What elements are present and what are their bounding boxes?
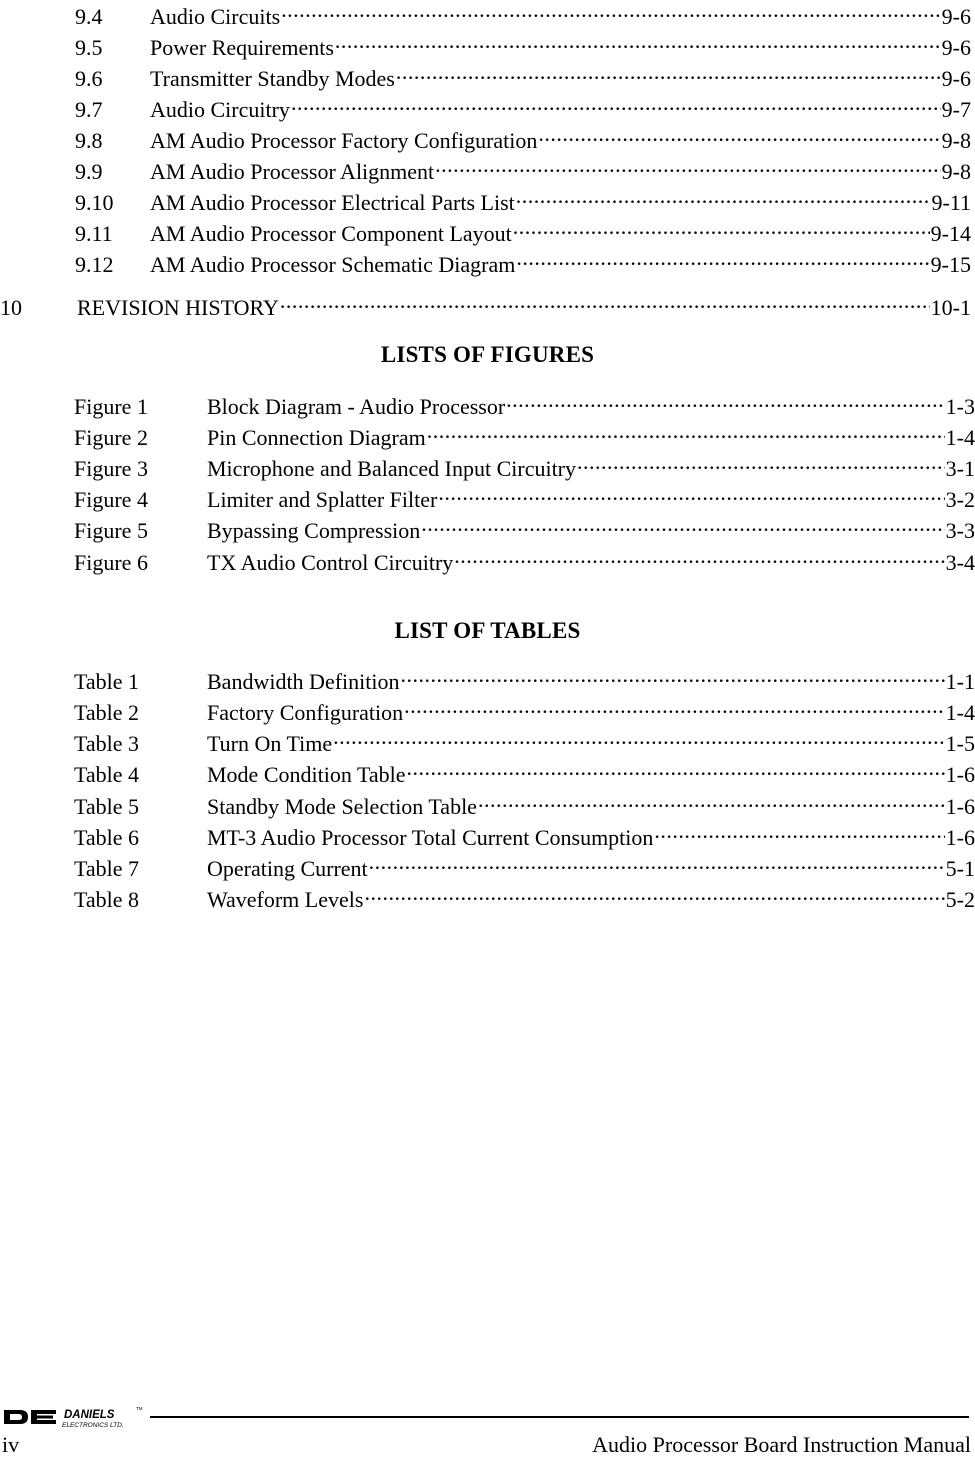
toc-entry-title: Transmitter Standby Modes	[150, 66, 395, 91]
toc-entry-number: 9.8	[75, 128, 103, 153]
toc-entry[interactable]	[75, 27, 971, 60]
toc-entry[interactable]	[75, 89, 971, 122]
dot-leader	[427, 417, 945, 445]
figure-page: 3-2	[945, 487, 975, 512]
figure-title: Block Diagram - Audio Processor	[207, 394, 506, 419]
figure-page: 3-3	[945, 518, 975, 543]
toc-entry-number: 9.6	[75, 66, 103, 91]
table-title: Factory Configuration	[207, 700, 404, 725]
tables-heading: LIST OF TABLES	[394, 618, 581, 643]
dot-leader	[335, 27, 941, 55]
figure-page: 1-4	[945, 425, 975, 450]
figure-entry[interactable]	[74, 510, 975, 543]
toc-entry-number: 9.9	[75, 159, 103, 184]
toc-entry-page: 9-11	[931, 190, 971, 215]
toc-entry-title: AM Audio Processor Alignment	[150, 159, 435, 184]
figure-number: Figure 6	[74, 550, 148, 575]
table-page: 1-4	[945, 700, 975, 725]
figure-entry[interactable]	[74, 542, 975, 575]
dot-leader	[516, 244, 929, 272]
table-page: 1-6	[945, 794, 975, 819]
dot-leader	[333, 723, 945, 751]
table-page: 1-6	[945, 762, 975, 787]
dot-leader	[291, 89, 941, 117]
table-page: 1-1	[945, 669, 975, 694]
page-number: iv	[2, 1432, 20, 1457]
table-title: Waveform Levels	[207, 887, 364, 912]
toc-entry-number: 9.10	[75, 190, 114, 215]
toc-entry-number: 9.11	[75, 221, 113, 246]
table-number: Table 6	[74, 825, 140, 850]
figure-page: 3-1	[945, 456, 975, 481]
table-page: 1-5	[945, 731, 975, 756]
toc-entry-title: Audio Circuits	[150, 4, 281, 29]
dot-leader	[369, 848, 945, 876]
toc-entry-title: AM Audio Processor Factory Configuration	[150, 128, 538, 153]
table-number: Table 7	[74, 856, 140, 881]
manual-title: Audio Processor Board Instruction Manual	[592, 1432, 971, 1457]
toc-entry[interactable]	[75, 151, 971, 184]
dot-leader	[280, 287, 930, 315]
toc-entry-page: 9-6	[941, 4, 971, 29]
dot-leader	[513, 213, 930, 241]
dot-leader	[406, 754, 944, 782]
figure-entry[interactable]	[74, 417, 975, 450]
table-entry[interactable]	[74, 879, 975, 912]
dot-leader	[454, 542, 944, 570]
figure-entry[interactable]	[74, 479, 975, 512]
table-entry[interactable]	[74, 848, 975, 881]
dot-leader	[404, 692, 945, 720]
footer-rule	[150, 1416, 969, 1418]
table-entry[interactable]	[74, 692, 975, 725]
dot-leader	[438, 479, 944, 507]
figure-number: Figure 1	[74, 394, 148, 419]
dot-leader	[364, 879, 944, 907]
toc-entry[interactable]	[75, 0, 971, 29]
dot-leader	[478, 786, 945, 814]
dot-leader	[396, 58, 941, 86]
table-number: Table 1	[74, 669, 140, 694]
toc-entry[interactable]	[75, 182, 971, 215]
table-number: Table 5	[74, 794, 140, 819]
logo-name: DANIELS	[64, 1409, 115, 1421]
toc-entry-number: 9.5	[75, 35, 103, 60]
dot-leader	[654, 817, 944, 845]
dot-leader	[400, 661, 944, 689]
table-title: Operating Current	[207, 856, 368, 881]
toc-entry-title: AM Audio Processor Electrical Parts List	[150, 190, 515, 215]
figure-title: Microphone and Balanced Input Circuitry	[207, 456, 577, 481]
table-title: Mode Condition Table	[207, 762, 406, 787]
toc-entry-number: 9.7	[75, 97, 103, 122]
table-title: MT-3 Audio Processor Total Current Consumption	[207, 825, 654, 850]
dot-leader	[281, 0, 941, 24]
dot-leader	[506, 386, 945, 414]
toc-chapter-title: REVISION HISTORY	[77, 295, 279, 320]
table-entry[interactable]	[74, 786, 975, 819]
figure-number: Figure 3	[74, 456, 148, 481]
table-page: 5-2	[945, 887, 975, 912]
toc-entry[interactable]	[75, 120, 971, 153]
figure-title: Bypassing Compression	[207, 518, 421, 543]
toc-entry-title: Power Requirements	[150, 35, 334, 60]
table-entry[interactable]	[74, 817, 975, 850]
table-entry[interactable]	[74, 723, 975, 756]
toc-entry-number: 9.4	[75, 4, 103, 29]
toc-entry-page: 9-6	[941, 66, 971, 91]
dot-leader	[516, 182, 931, 210]
toc-entry-page: 9-7	[941, 97, 971, 122]
figure-page: 3-4	[945, 550, 975, 575]
toc-entry-title: AM Audio Processor Schematic Diagram	[150, 252, 516, 277]
table-title: Turn On Time	[207, 731, 333, 756]
toc-entry-title: AM Audio Processor Component Layout	[150, 221, 512, 246]
table-entry[interactable]	[74, 661, 975, 694]
figure-title: Pin Connection Diagram	[207, 425, 426, 450]
toc-entry[interactable]	[75, 58, 971, 91]
table-page: 1-6	[945, 825, 975, 850]
figure-number: Figure 2	[74, 425, 148, 450]
figure-entry[interactable]	[74, 448, 975, 481]
toc-chapter-entry[interactable]	[0, 287, 971, 320]
figure-number: Figure 5	[74, 518, 148, 543]
toc-entry-page: 9-15	[930, 252, 971, 277]
daniels-logo	[0, 1402, 150, 1430]
dot-leader	[577, 448, 945, 476]
toc-entry-number: 9.12	[75, 252, 114, 277]
toc-entry-page: 9-14	[930, 221, 971, 246]
figure-title: Limiter and Splatter Filter	[207, 487, 438, 512]
table-title: Standby Mode Selection Table	[207, 794, 477, 819]
toc-entry-title: Audio Circuitry	[150, 97, 290, 122]
dot-leader	[435, 151, 941, 179]
table-number: Table 2	[74, 700, 140, 725]
toc-entry-page: 9-8	[941, 128, 971, 153]
logo-subtitle: ELECTRONICS LTD.	[62, 1422, 124, 1429]
toc-chapter-page: 10-1	[930, 295, 971, 320]
table-number: Table 4	[74, 762, 140, 787]
table-number: Table 8	[74, 887, 140, 912]
figure-title: TX Audio Control Circuitry	[207, 550, 454, 575]
figure-number: Figure 4	[74, 487, 148, 512]
table-page: 5-1	[945, 856, 975, 881]
dot-leader	[421, 510, 944, 538]
figure-entry[interactable]	[74, 386, 975, 419]
table-entry[interactable]	[74, 754, 975, 787]
toc-entry[interactable]	[75, 213, 971, 246]
dot-leader	[538, 120, 940, 148]
figures-heading: LISTS OF FIGURES	[380, 342, 595, 367]
figure-page: 1-3	[945, 394, 975, 419]
table-title: Bandwidth Definition	[207, 669, 400, 694]
toc-entry[interactable]	[75, 244, 971, 277]
toc-entry-page: 9-6	[941, 35, 971, 60]
toc-entry-page: 9-8	[941, 159, 971, 184]
toc-chapter-number: 10	[0, 295, 22, 320]
logo-tm: TM	[136, 1406, 143, 1411]
table-number: Table 3	[74, 731, 140, 756]
